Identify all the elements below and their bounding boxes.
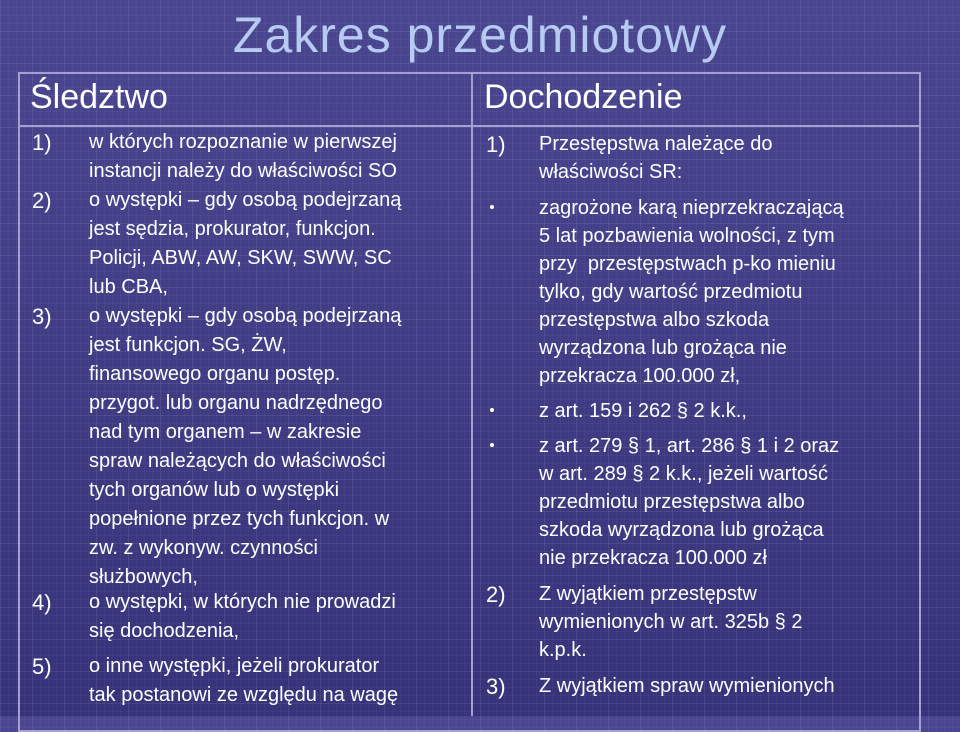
left-item-3-line-3: finansowego organu postęp. [89, 363, 341, 385]
header-sledztwo: Śledztwo [30, 78, 168, 116]
left-item-3-line-9: zw. z wykonyw. czynności [89, 537, 318, 559]
left-item-2-line-1: o występki – gdy osobą podejrzaną [89, 189, 402, 211]
bullet-1-marker [490, 205, 494, 209]
left-item-4-number: 4) [32, 590, 52, 615]
bullet-1-line-7: przekracza 100.000 zł, [539, 365, 741, 387]
bullet-1-line-1: zagrożone karą nieprzekraczającą [539, 197, 844, 219]
bullet-3-line-5: nie przekracza 100.000 zł [539, 547, 767, 569]
right-item-1-number: 1) [486, 132, 506, 157]
left-item-4-line-2: się dochodzenia, [89, 620, 240, 642]
left-item-4-line-1: o występki, w których nie prowadzi [89, 591, 396, 613]
left-item-5-line-1: o inne występki, jeżeli prokurator [89, 655, 380, 677]
left-item-3-number: 3) [32, 304, 52, 329]
left-item-3-line-10: służbowych, [89, 566, 198, 588]
bullet-2-marker [490, 408, 494, 412]
right-item-3-number: 3) [486, 674, 506, 699]
bullet-3-marker [490, 443, 494, 447]
left-item-3-line-2: jest funkcjon. SG, ŻW, [89, 334, 287, 356]
bullet-3-line-2: w art. 289 § 2 k.k., jeżeli wartość [539, 463, 829, 485]
header-row-divider [18, 125, 921, 127]
bullet-1-line-6: wyrządzona lub grożąca nie [539, 337, 787, 359]
left-item-3-line-7: tych organów lub o występki [89, 479, 340, 501]
bullet-3-line-1: z art. 279 § 1, art. 286 § 1 i 2 oraz [539, 435, 840, 457]
left-item-1-number: 1) [32, 130, 52, 155]
bullet-3-line-3: przedmiotu przestępstwa albo [539, 491, 805, 513]
left-item-3-line-8: popełnione przez tych funkcjon. w [89, 508, 390, 530]
bullet-2-line-1: z art. 159 i 262 § 2 k.k., [539, 400, 747, 422]
right-item-1-line-1: Przestępstwa należące do [539, 133, 773, 155]
right-item-2-line-1: Z wyjątkiem przestępstw [539, 583, 757, 605]
left-item-3-line-5: nad tym organem – w zakresie [89, 421, 362, 443]
header-dochodzenie: Dochodzenie [484, 78, 683, 116]
left-item-2-line-4: lub CBA, [89, 276, 168, 298]
left-item-2-number: 2) [32, 188, 52, 213]
bullet-1-line-5: przestępstwa albo szkoda [539, 309, 770, 331]
left-item-5-number: 5) [32, 654, 52, 679]
column-divider [471, 72, 473, 716]
left-item-1-line-1: w których rozpoznanie w pierwszej [89, 131, 397, 153]
right-item-1-line-2: właściwości SR: [539, 161, 683, 183]
left-item-3-line-6: spraw należących do właściwości [89, 450, 386, 472]
left-item-2-line-2: jest sędzia, prokurator, funkcjon. [89, 218, 376, 240]
right-item-2-line-3: k.p.k. [539, 639, 587, 661]
bullet-3-line-4: szkoda wyrządzona lub grożąca [539, 519, 824, 541]
left-item-2-line-3: Policji, ABW, AW, SKW, SWW, SC [89, 247, 392, 269]
left-item-5-line-2: tak postanowi ze względu na wagę [89, 684, 399, 706]
left-item-3-line-4: przygot. lub organu nadrzędnego [89, 392, 383, 414]
right-item-2-number: 2) [486, 582, 506, 607]
left-item-1-line-2: instancji należy do właściwości SO [89, 160, 397, 182]
right-item-2-line-2: wymienionych w art. 325b § 2 [539, 611, 803, 633]
left-item-3-line-1: o występki – gdy osobą podejrzaną [89, 305, 402, 327]
bullet-1-line-2: 5 lat pozbawienia wolności, z tym [539, 225, 835, 247]
bullet-1-line-4: tylko, gdy wartość przedmiotu [539, 281, 803, 303]
slide-title: Zakres przedmiotowy [232, 7, 728, 63]
bullet-1-line-3: przy przestępstwach p-ko mieniu [539, 253, 836, 275]
right-item-3-line-1: Z wyjątkiem spraw wymienionych [539, 675, 835, 697]
